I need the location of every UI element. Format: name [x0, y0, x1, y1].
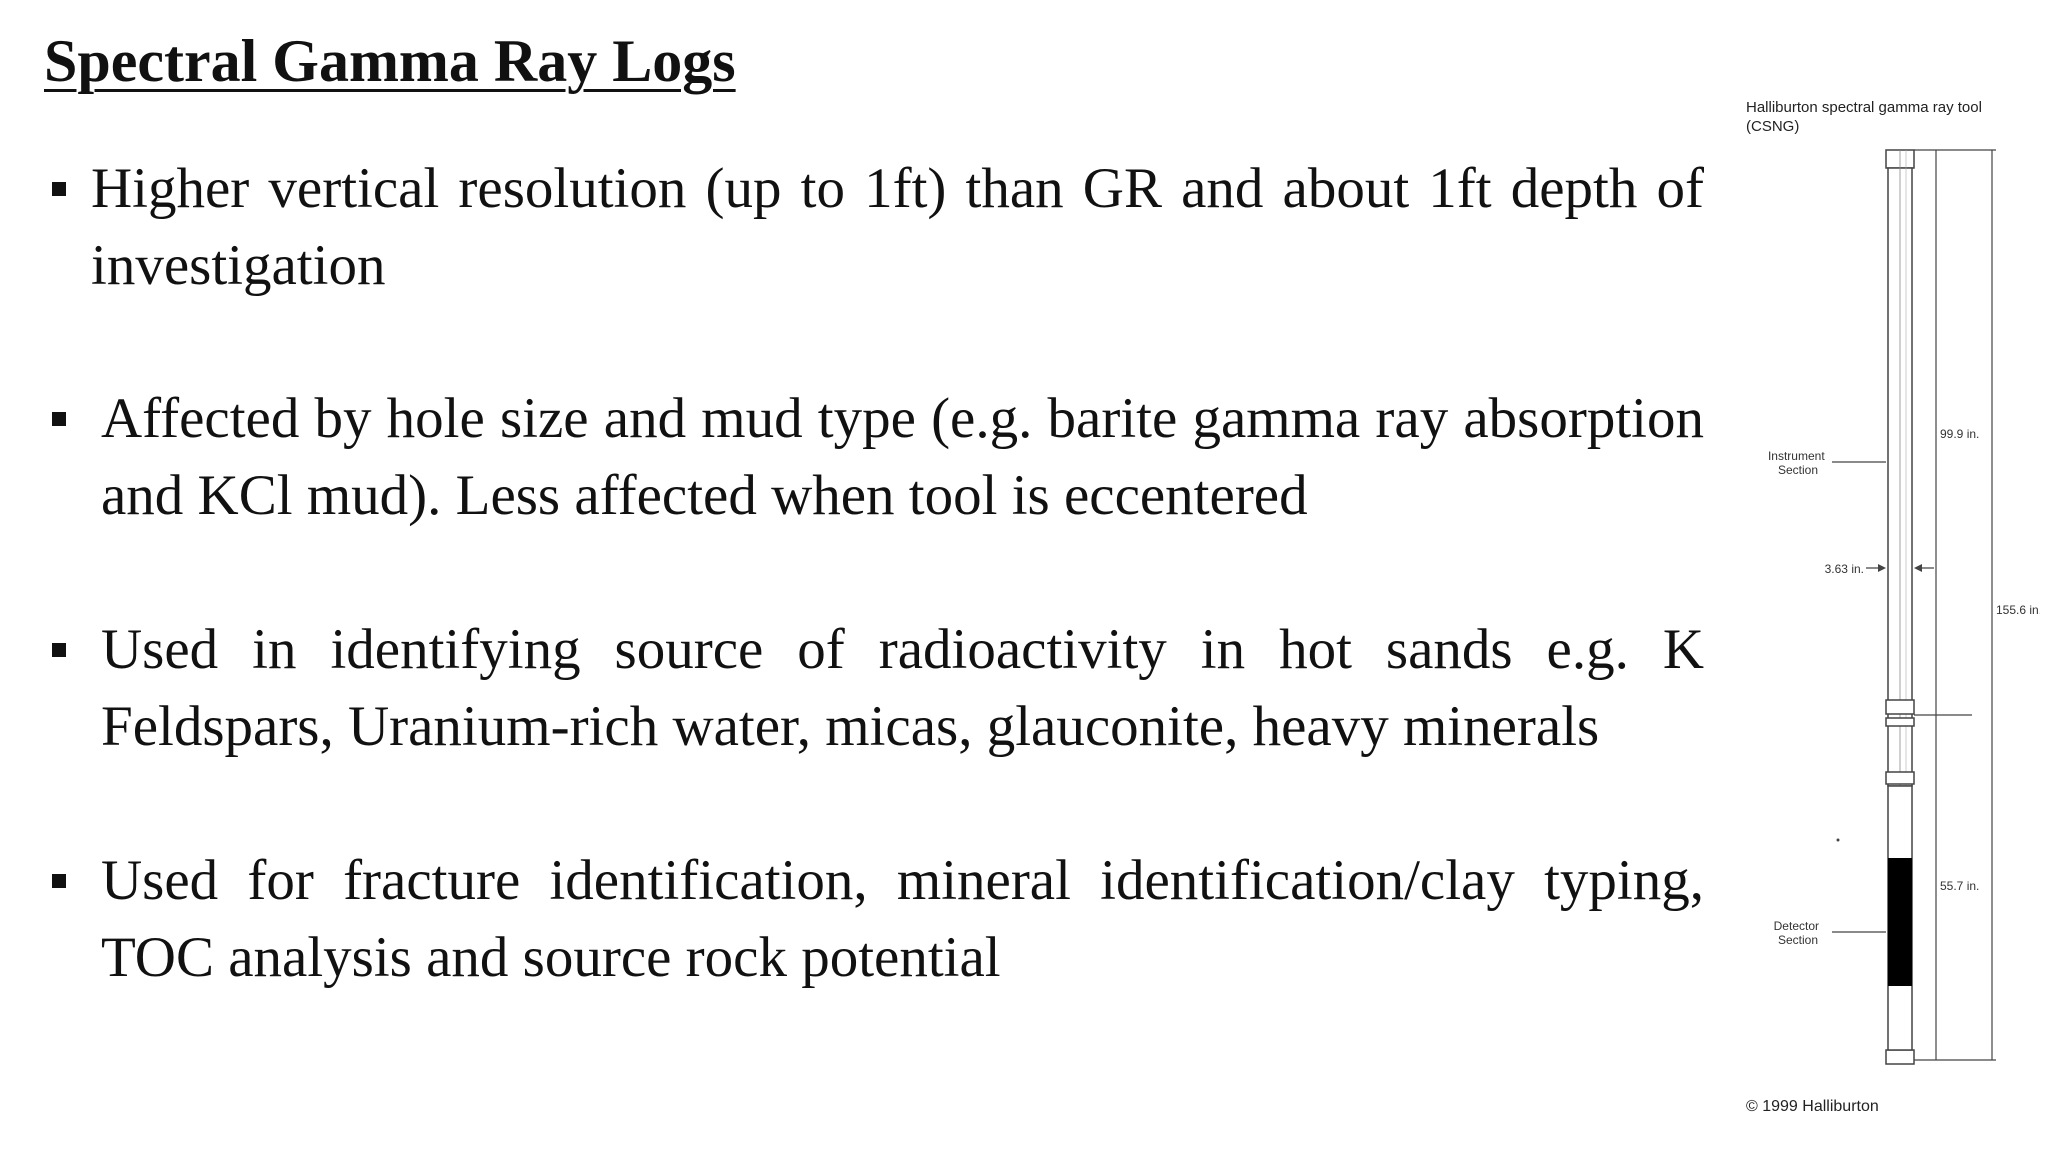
slide-title: Spectral Gamma Ray Logs	[44, 28, 736, 94]
diameter-label: 3.63 in.	[1824, 562, 1864, 576]
tool-joint	[1886, 772, 1914, 784]
square-bullet-icon	[52, 874, 66, 888]
total-length-label: 155.6 in.	[1996, 603, 2040, 617]
detector-section-label: Detector Section	[1773, 919, 1820, 947]
bullet-text: Higher vertical resolution (up to 1ft) than GR and about 1ft depth of investigation	[91, 157, 1704, 297]
bullet-text: Used for fracture identification, mineral identification/clay typing, TOC analysis and source rock potential	[101, 849, 1704, 989]
tool-joint	[1886, 700, 1914, 714]
square-bullet-icon	[52, 182, 66, 196]
figure-copyright: © 1999 Halliburton	[1746, 1098, 1879, 1115]
arrow-left-icon	[1914, 564, 1922, 572]
bullet-text: Used in identifying source of radioactivity in hot sands e.g. K Feldspars, Uranium-rich water, micas, glauconite, heavy minerals	[101, 618, 1704, 758]
instrument-length-label: 99.9 in.	[1940, 427, 1980, 441]
bullet-text: Affected by hole size and mud type (e.g. barite gamma ray absorption and KCl mud). Less affected when tool is eccentered	[101, 387, 1704, 527]
detector-block	[1888, 858, 1912, 986]
square-bullet-icon	[52, 643, 66, 657]
tool-diagram	[1740, 88, 2040, 1088]
tool-bottom-cap	[1886, 1050, 1914, 1064]
detector-length-label: 55.7 in.	[1940, 879, 1980, 893]
arrow-right-icon	[1878, 564, 1886, 572]
figure-caption: Halliburton spectral gamma ray tool (CSNG)	[1746, 99, 1982, 135]
tool-joint	[1886, 718, 1914, 726]
instrument-section-label: Instrument Section	[1767, 449, 1825, 477]
tool-figure	[1740, 88, 2040, 1138]
square-bullet-icon	[52, 412, 66, 426]
